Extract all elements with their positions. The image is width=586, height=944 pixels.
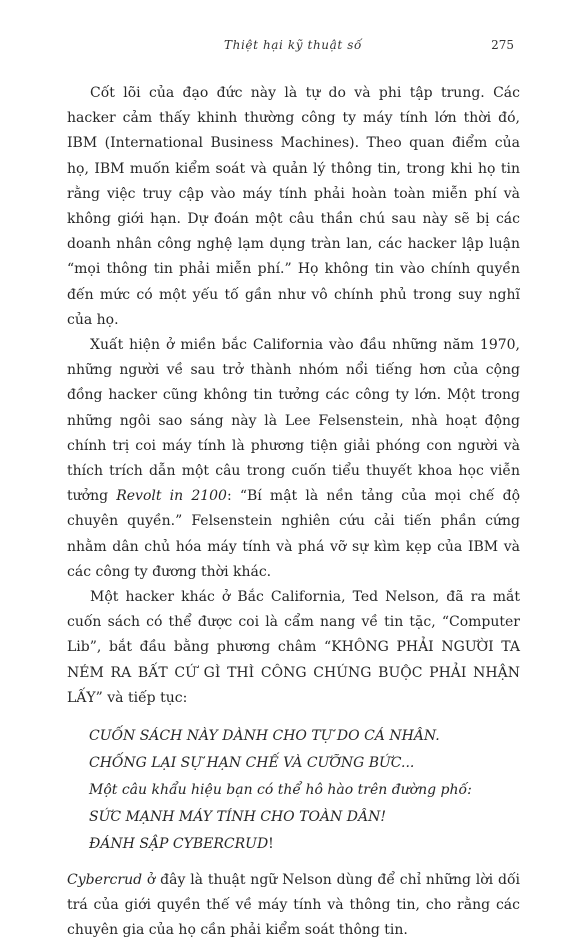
paragraph-3: Một hacker khác ở Bắc California, Ted Nelson, đã ra mắt cuốn sách có thể được coi là cẩm nang về tin tặc, “Computer Lib”, bắt đầu bằng phương châm “KHÔNG PHẢI NGƯỜI TA NÉM RA BẤT CỨ GÌ THÌ CÔNG CHÚNG BUỘC PHẢI NHẬN LẤY” và tiếp tục:	[67, 589, 520, 706]
paragraph-1: Cốt lõi của đạo đức này là tự do và phi tập trung. Các hacker cảm thấy khinh thường công ty máy tính lớn thời đó, IBM (International Business Machines). Theo quan điểm của họ, IBM muốn kiểm soát và quản lý thông tin, trong khi họ tin rằng việc truy cập vào máy tính phải hoàn toàn miễn phí và không giới hạn. Dự đoán một câu thần chú sau này sẽ bị các doanh nhân công nghệ lạm dụng tràn lan, các hacker lập luận “mọi thông tin phải miễn phí.” Họ không tin vào chính quyền đến mức có một yếu tố gần như vô chính phủ trong suy nghĩ của họ.	[67, 85, 520, 328]
paragraph-2	[67, 333, 520, 585]
quote-line-4: SỨC MẠNH MÁY TÍNH CHO TOÀN DÂN!	[89, 809, 386, 826]
page-number: 275	[491, 38, 514, 52]
quote-line-3: Một câu khẩu hiệu bạn có thể hô hào trên đường phố:	[89, 782, 472, 799]
book-title-revolt: Revolt in 2100	[116, 488, 227, 505]
body-text	[67, 81, 520, 944]
quote-line-5	[89, 831, 520, 858]
quote-line-5-end: !	[268, 836, 274, 853]
quote-line-2: CHỐNG LẠI SỰ HẠN CHẾ VÀ CƯỠNG BỨC...	[89, 755, 415, 772]
quote-line-1: CUỐN SÁCH NÀY DÀNH CHO TỰ DO CÁ NHÂN.	[89, 728, 440, 745]
paragraph-4-text: ở đây là thuật ngữ Nelson dùng để chỉ những lời dối trá của giới quyền thế về máy tính và thông tin, cho rằng các chuyên gia của họ cần phải kiểm soát thông tin.	[67, 872, 520, 939]
block-quote	[89, 723, 520, 858]
paragraph-2-text-b: : “Bí mật là nền tảng của mọi chế độ chuyên quyền.” Felsenstein nghiên cứu cải tiến phần cứng nhằm dân chủ hóa máy tính và phá vỡ sự kìm kẹp của IBM và các công ty đương thời khác.	[67, 488, 521, 580]
term-cybercrud: Cybercrud	[67, 872, 143, 889]
paragraph-4	[67, 868, 520, 944]
paragraph-2-text-a: Xuất hiện ở miền bắc California vào đầu những năm 1970, những người về sau trở thành nhóm nổi tiếng hơn của cộng đồng hacker cũng không tin tưởng các công ty lớn. Một trong những ngôi sao sáng này là Lee Felsenstein, nhà hoạt động chính trị coi máy tính là phương tiện giải phóng con người và thích trích dẫn một câu trong cuốn tiểu thuyết khoa học viễn tưởng	[67, 337, 520, 505]
quote-line-5-text: ĐÁNH SẬP CYBERCRUD	[89, 836, 269, 853]
running-header-title: Thiệt hại kỹ thuật số	[224, 38, 362, 52]
